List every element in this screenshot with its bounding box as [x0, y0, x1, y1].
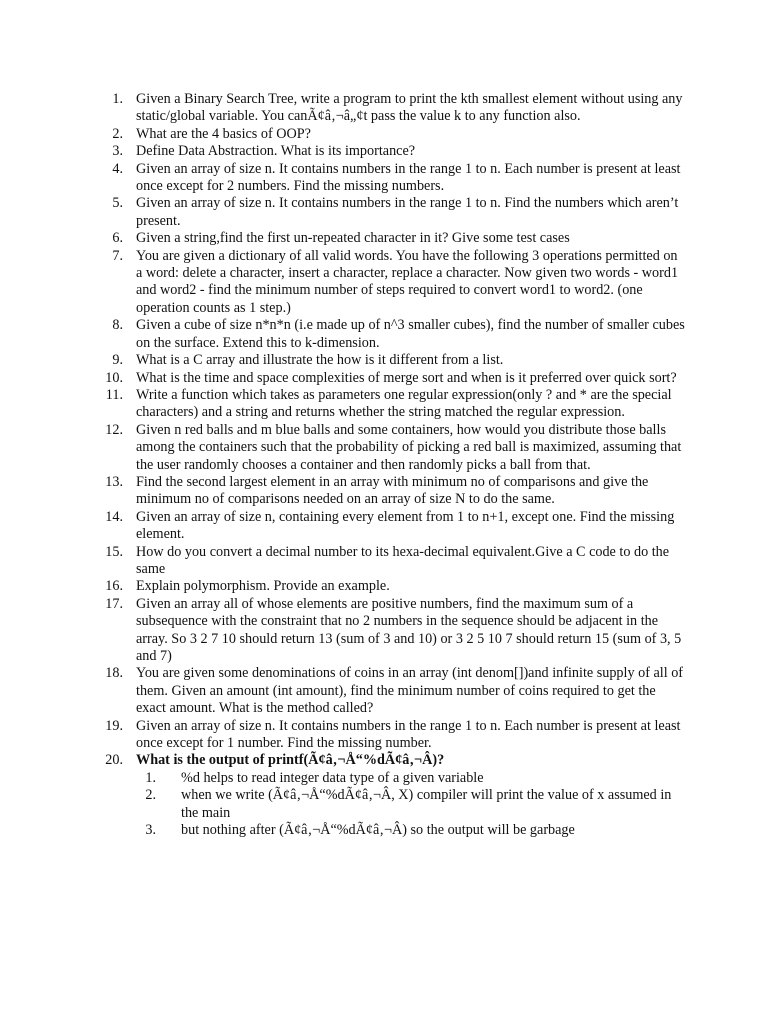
list-item [0, 474, 768, 509]
list-item [0, 352, 768, 369]
sub-list [136, 770, 686, 840]
sub-item-number: 3. [145, 822, 156, 839]
list-item [0, 665, 768, 717]
item-text: What is a C array and illustrate the how is it different from a list. [136, 352, 504, 369]
list-item [0, 230, 768, 247]
item-text: Explain polymorphism. Provide an example. [136, 578, 390, 595]
list-item [0, 317, 768, 352]
item-text: What is the output of printf(Ã¢â‚¬Å“%dÃ¢â‚¬Â)? [136, 752, 445, 769]
list-item [0, 422, 768, 474]
sub-item-text: but nothing after (Ã¢â‚¬Å“%dÃ¢â‚¬Â) so the output will be garbage [181, 822, 575, 839]
list-item [0, 91, 768, 126]
item-number: 19. [105, 717, 123, 734]
item-number: 18. [105, 665, 123, 682]
item-text: Given an array of size n. It contains numbers in the range 1 to n. Each number is present at least once except for 2 numbers. Find the missing numbers. [136, 160, 681, 195]
item-text: What are the 4 basics of OOP? [136, 125, 311, 142]
list-item [0, 509, 768, 544]
item-text: Find the second largest element in an array with minimum no of comparisons and give the minimum no of comparisons needed on an array of size N to do the same. [136, 473, 649, 508]
list-item [0, 370, 768, 387]
item-text: You are given a dictionary of all valid words. You have the following 3 operations permitted on a word: delete a character, insert a character, replace a character. Now given two words - word1 and word2 - find the minimum number of steps required to convert word1 to word2. (one operation counts as 1 step.) [136, 247, 679, 316]
item-number: 15. [105, 543, 123, 560]
item-number: 13. [105, 473, 123, 490]
item-number: 9. [112, 352, 123, 369]
item-number: 12. [105, 421, 123, 438]
item-number: 4. [112, 160, 123, 177]
list-item [0, 126, 768, 143]
item-number: 10. [105, 369, 123, 386]
item-text: Given an array of size n. It contains numbers in the range 1 to n. Each number is present at least once except for 1 number. Find the missing number. [136, 717, 681, 752]
list-item [0, 195, 768, 230]
list-item [0, 544, 768, 579]
sub-list-item [136, 787, 686, 822]
item-text: Given a string,find the first un-repeated character in it? Give some test cases [136, 230, 570, 247]
item-number: 16. [105, 578, 123, 595]
list-item [0, 752, 768, 839]
sub-item-text: %d helps to read integer data type of a given variable [181, 769, 484, 786]
item-text: Given an array of size n, containing every element from 1 to n+1, except one. Find the missing element. [136, 508, 675, 543]
item-text: Given a cube of size n*n*n (i.e made up of n^3 smaller cubes), find the number of smaller cubes on the surface. Extend this to k-dimension. [136, 317, 685, 351]
item-text: Define Data Abstraction. What is its importance? [136, 143, 416, 160]
list-item [0, 718, 768, 753]
list-item [0, 387, 768, 422]
item-number: 8. [112, 317, 123, 334]
item-text: Given a Binary Search Tree, write a program to print the kth smallest element without using any static/global variable. You canÃ¢â‚¬â„¢t pass the value k to any function also. [136, 91, 683, 125]
sub-list-item [136, 822, 686, 839]
item-text: Given n red balls and m blue balls and some containers, how would you distribute those balls among the containers such that the probability of picking a red ball is maximized, assuming that the user randomly chooses a container and then randomly picks a ball from that. [136, 421, 682, 473]
question-list [0, 91, 768, 839]
sub-list-item [136, 770, 686, 787]
item-text: You are given some denominations of coins in an array (int denom[])and infinite supply of all of them. Given an amount (int amount), find the minimum number of coins required to get the exact amount. What is the method called? [136, 665, 684, 717]
list-item [0, 248, 768, 318]
item-number: 20. [105, 752, 123, 769]
item-number: 11. [105, 386, 123, 403]
item-number: 5. [112, 195, 123, 212]
item-text: Given an array all of whose elements are positive numbers, find the maximum sum of a subsequence with the constraint that no 2 numbers in the sequence should be adjacent in the array. So 3 2 7 10 should return 13 (sum of 3 and 10) or 3 2 5 10 7 should return 15 (sum of 3, 5 and 7) [136, 595, 682, 664]
sub-item-number: 1. [145, 769, 156, 786]
list-item [0, 578, 768, 595]
item-text: Write a function which takes as parameters one regular expression(only ? and * are the special characters) and a string and returns whether the string matched the regular expression. [136, 386, 672, 421]
item-text: What is the time and space complexities of merge sort and when is it preferred over quick sort? [136, 369, 677, 386]
item-number: 1. [112, 91, 123, 107]
sub-item-number: 2. [145, 787, 156, 804]
item-number: 6. [112, 230, 123, 247]
list-item [0, 596, 768, 666]
list-item [0, 161, 768, 196]
item-number: 3. [112, 143, 123, 160]
sub-item-text: when we write (Ã¢â‚¬Å“%dÃ¢â‚¬Â, X) compiler will print the value of x assumed in the main [181, 787, 672, 821]
item-number: 14. [105, 508, 123, 525]
item-text: Given an array of size n. It contains numbers in the range 1 to n. Find the numbers which aren’t present. [136, 195, 679, 229]
item-text: How do you convert a decimal number to its hexa-decimal equivalent.Give a C code to do the same [136, 543, 670, 577]
item-number: 17. [105, 595, 123, 612]
item-number: 2. [112, 125, 123, 142]
list-item [0, 143, 768, 160]
item-number: 7. [112, 247, 123, 264]
